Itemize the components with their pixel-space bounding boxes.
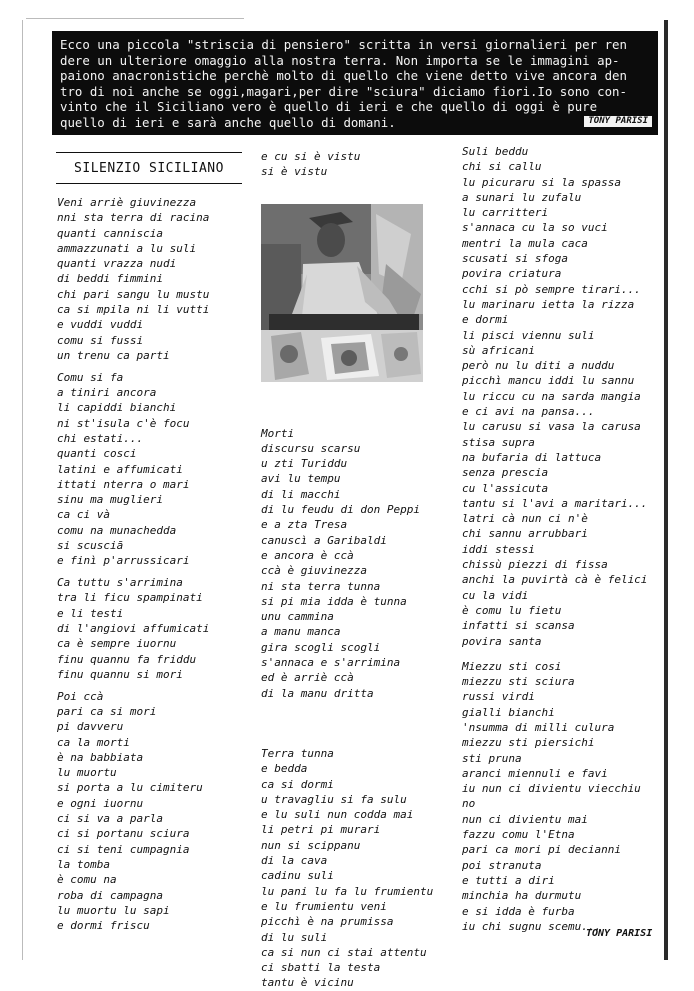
poem-line: chi sannu arrubbari (462, 527, 588, 541)
poem-line: è comu lu fietu (462, 603, 562, 617)
poem-stanza (57, 370, 247, 569)
poem-line: ccà è giuvinezza (261, 564, 367, 578)
intro-text (60, 37, 650, 131)
poem-line: e lu frumientu veni (261, 899, 387, 913)
poem-stanza (261, 149, 451, 180)
poem-line: gialli bianchi (462, 705, 555, 719)
poem-line: di lu suli (261, 930, 328, 944)
poem-line: e a zta Tresa (261, 518, 348, 532)
intro-signature: TONY PARISI (584, 116, 652, 127)
poem-line: si pi mia idda è tunna (261, 594, 407, 608)
poem-line: fazzu comu l'Etna (462, 828, 575, 842)
poem-line: nni sta terra di racina (57, 211, 210, 225)
poem-line: miezzu sti piersichi (462, 736, 595, 750)
photo-man-with-cart (261, 204, 423, 382)
poem-line: no (462, 797, 476, 811)
poem-line: poi stranuta (462, 858, 542, 872)
poem-line: di beddi fimmini (57, 272, 163, 286)
poem-stanza (462, 659, 658, 934)
poem-line: nun ci divientu mai (462, 812, 588, 826)
poem-line: cu la vidi (462, 588, 529, 602)
poem-line: e ci avi na pansa... (462, 405, 595, 419)
poem-line: ittati nterra o mari (57, 477, 190, 491)
poem-line: chissù piezzi di fissa (462, 558, 608, 572)
poem-line: a tiniri ancora (57, 386, 157, 400)
poem-line: s'annaca cu la so vuci (462, 221, 608, 235)
poem-line: comu si fussi (57, 333, 144, 347)
intro-line: dere un ulteriore omaggio alla nostra terra. Non importa se le immagini ap- (60, 52, 620, 68)
poem-line: tra li ficu spampinati (57, 591, 203, 605)
poem-line: di la manu dritta (261, 686, 374, 700)
poem-line: di l'angiovi affumicati (57, 622, 210, 636)
poem-line: di la cava (261, 854, 328, 868)
poem-line: ci sbatti la testa (261, 961, 381, 975)
poem-line: e dormi (462, 313, 509, 327)
poem-line: ni st'isula c'è focu (57, 416, 190, 430)
poem-signature: TONY PARISI (586, 928, 653, 939)
poem-line: ca si nun ci stai attentu (261, 945, 427, 959)
poem-line: e dormi friscu (57, 919, 150, 933)
poem-title-box (56, 152, 242, 184)
page-edge-right (664, 20, 668, 960)
poem-line: senza prescia (462, 466, 549, 480)
poem-line: povira santa (462, 634, 542, 648)
poem-line: finu quannu si mori (57, 667, 183, 681)
intro-box (52, 31, 658, 135)
poem-line: chi estati... (57, 431, 144, 445)
poem-line: di lu feudu di don Peppi (261, 503, 420, 517)
poem-line: 'nsumma di milli culura (462, 720, 615, 734)
poem-line: Morti (261, 426, 295, 440)
poem-line: e bedda (261, 762, 308, 776)
page-edge-top (26, 18, 244, 19)
poem-line: lu muortu (57, 766, 117, 780)
poem-line: s'annaca e s'arrimina (261, 656, 401, 670)
intro-line: Ecco una piccola "striscia di pensiero" scritta in versi giornalieri per ren (60, 37, 627, 52)
poem-line: lu pani lu fa lu frumientu (261, 884, 434, 898)
poem-line: cu l'assicuta (462, 481, 549, 495)
poem-line: ca ci và (57, 508, 110, 522)
poem-line: però nu lu diti a nuddu (462, 359, 615, 373)
poem-line: e cu si è vistu (261, 150, 361, 163)
intro-line: tro di noi anche se oggi,magari,per dire "sciura" diciamo fiori.Io sono con- (60, 83, 627, 99)
poem-line: ci si portanu sciura (57, 827, 190, 841)
poem-line: chi pari sangu lu mustu (57, 287, 210, 301)
poem-line: ca è sempre iuornu (57, 637, 177, 651)
poem-line: pari ca mori pi decianni (462, 843, 621, 857)
photo-image (261, 204, 423, 382)
poem-stanza (57, 195, 247, 363)
poem-line: povira criatura (462, 267, 562, 281)
poem-line: la tomba (57, 857, 110, 871)
poem-line: ca si mpila ni li vutti (57, 303, 210, 317)
intro-line: vinto che il Siciliano vero è quello di ieri e che quello di oggi è pure (60, 99, 598, 115)
poem-line: avi lu tempu (261, 472, 341, 486)
poem-line: ci si va a parla (57, 812, 163, 826)
poem-line: e ogni iuornu (57, 796, 144, 810)
poem-stanza (57, 575, 247, 682)
poem-line: è na babbiata (57, 750, 144, 764)
intro-line: paiono anacronistiche perchè molto di quello che viene detto vive ancora den (60, 68, 627, 84)
poem-line: e li testi (57, 606, 124, 620)
poem-line: na bufaria di lattuca (462, 450, 602, 464)
poem-line: e si idda è furba (462, 904, 575, 918)
poem-line: si porta a lu cimiteru (57, 781, 203, 795)
poem-line: ed è arriè ccà (261, 671, 354, 685)
poem-line: Ca tuttu s'arrimina (57, 576, 183, 590)
poem-line: anchi la puvirtà cà è felici (462, 573, 648, 587)
poem-line: russi virdi (462, 690, 535, 704)
poem-line: cchi si pò sempre tirari... (462, 282, 641, 296)
poem-line: scusati si sfoga (462, 252, 568, 266)
page-edge-left (22, 20, 23, 960)
poem-line: li capiddi bianchi (57, 401, 177, 415)
poem-line: cadinu suli (261, 869, 334, 883)
poem-line: discursu scarsu (261, 441, 361, 455)
poem-line: ca si dormi (261, 777, 334, 791)
poem-line: a sunari lu zufalu (462, 190, 582, 204)
poem-line: comu na munachedda (57, 523, 177, 537)
poem-line: pari ca si mori (57, 705, 157, 718)
poem-line: picchì è na prumissa (261, 915, 394, 929)
poem-line: gira scogli scogli (261, 640, 381, 654)
poem-line: latini e affumicati (57, 462, 183, 476)
poem-stanza (57, 689, 247, 934)
poem-line: ammazzunati a lu suli (57, 241, 197, 255)
poem-title: SILENZIO SICILIANO (74, 160, 224, 176)
poem-line: e tutti a diri (462, 873, 555, 887)
poem-stanza (261, 746, 451, 991)
poem-line: un trenu ca parti (57, 348, 170, 362)
poem-line: lu carusu si vasa la carusa (462, 420, 641, 434)
poem-line: minchia ha durmutu (462, 889, 582, 903)
poem-line: u zti Turiddu (261, 457, 348, 471)
poem-line: iu nun ci divientu viecchiu (462, 782, 641, 796)
poem-line: ci si teni cumpagnia (57, 842, 190, 856)
poem-line: quanti canniscia (57, 226, 163, 240)
poem-column-3 (462, 144, 658, 934)
poem-line: canuscì a Garibaldi (261, 533, 387, 547)
poem-line: iu chi sugnu scemu... (462, 919, 602, 933)
poem-line: lu carritteri (462, 206, 549, 220)
poem-line: latri cà nun ci n'è (462, 512, 588, 526)
poem-line: chi si callu (462, 160, 542, 174)
poem-line: tantu si l'avi a maritari... (462, 496, 648, 510)
poem-line: lu picuraru si la spassa (462, 175, 621, 189)
poem-line: nun si scippanu (261, 838, 361, 852)
poem-line: finu quannu fa friddu (57, 652, 197, 666)
poem-line: li pisci viennu suli (462, 328, 595, 342)
poem-line: iddi stessi (462, 542, 535, 556)
poem-line: e lu suli nun codda mai (261, 808, 414, 822)
poem-line: quanti cosci (57, 447, 137, 461)
poem-line: si è vistu (261, 165, 328, 179)
poem-line: li petri pi murari (261, 823, 381, 837)
poem-line: ni sta terra tunna (261, 579, 381, 593)
poem-line: stisa supra (462, 435, 535, 449)
poem-line: sti pruna (462, 751, 522, 765)
poem-line: di li macchi (261, 487, 341, 501)
poem-line: e ancora è ccà (261, 548, 354, 562)
poem-line: mentri la mula caca (462, 236, 588, 250)
poem-line: Suli beddu (462, 145, 529, 158)
poem-line: Poi ccà (57, 689, 104, 703)
intro-line: quello di ieri e sarà anche quello di domani. (60, 114, 396, 130)
poem-column-1 (57, 195, 247, 933)
poem-line: Terra tunna (261, 746, 334, 760)
poem-stanza (462, 144, 658, 649)
poem-line: sù africani (462, 343, 535, 357)
poem-line: Comu si fa (57, 370, 124, 384)
poem-line: si scusciā (57, 539, 124, 553)
poem-line: tantu è vicinu (261, 976, 354, 990)
poem-line: aranci miennuli e favi (462, 766, 608, 780)
poem-line: miezzu sti sciura (462, 675, 575, 689)
poem-line: ca la morti (57, 735, 130, 749)
poem-line: roba di campagna (57, 888, 163, 902)
poem-line: infatti si scansa (462, 619, 575, 633)
poem-line: lu muortu lu sapi (57, 903, 170, 917)
poem-line: e finì p'arrussicari (57, 554, 190, 568)
poem-line: pi davveru (57, 720, 124, 734)
poem-line: lu marinaru ietta la rizza (462, 297, 635, 311)
poem-line: è comu na (57, 873, 117, 887)
poem-line: sinu ma muglieri (57, 493, 163, 507)
poem-line: Miezzu sti cosi (462, 659, 562, 673)
poem-line: e vuddi vuddi (57, 318, 144, 332)
poem-stanza (261, 426, 451, 701)
poem-line: quanti vrazza nudi (57, 257, 177, 271)
poem-line: unu cammina (261, 610, 334, 624)
poem-line: u travagliu si fa sulu (261, 792, 407, 806)
poem-line: Veni arriè giuvinezza (57, 196, 197, 209)
poem-line: picchì mancu iddi lu sannu (462, 374, 635, 388)
poem-line: lu riccu cu na sarda mangia (462, 389, 641, 403)
poem-line: a manu manca (261, 625, 341, 639)
